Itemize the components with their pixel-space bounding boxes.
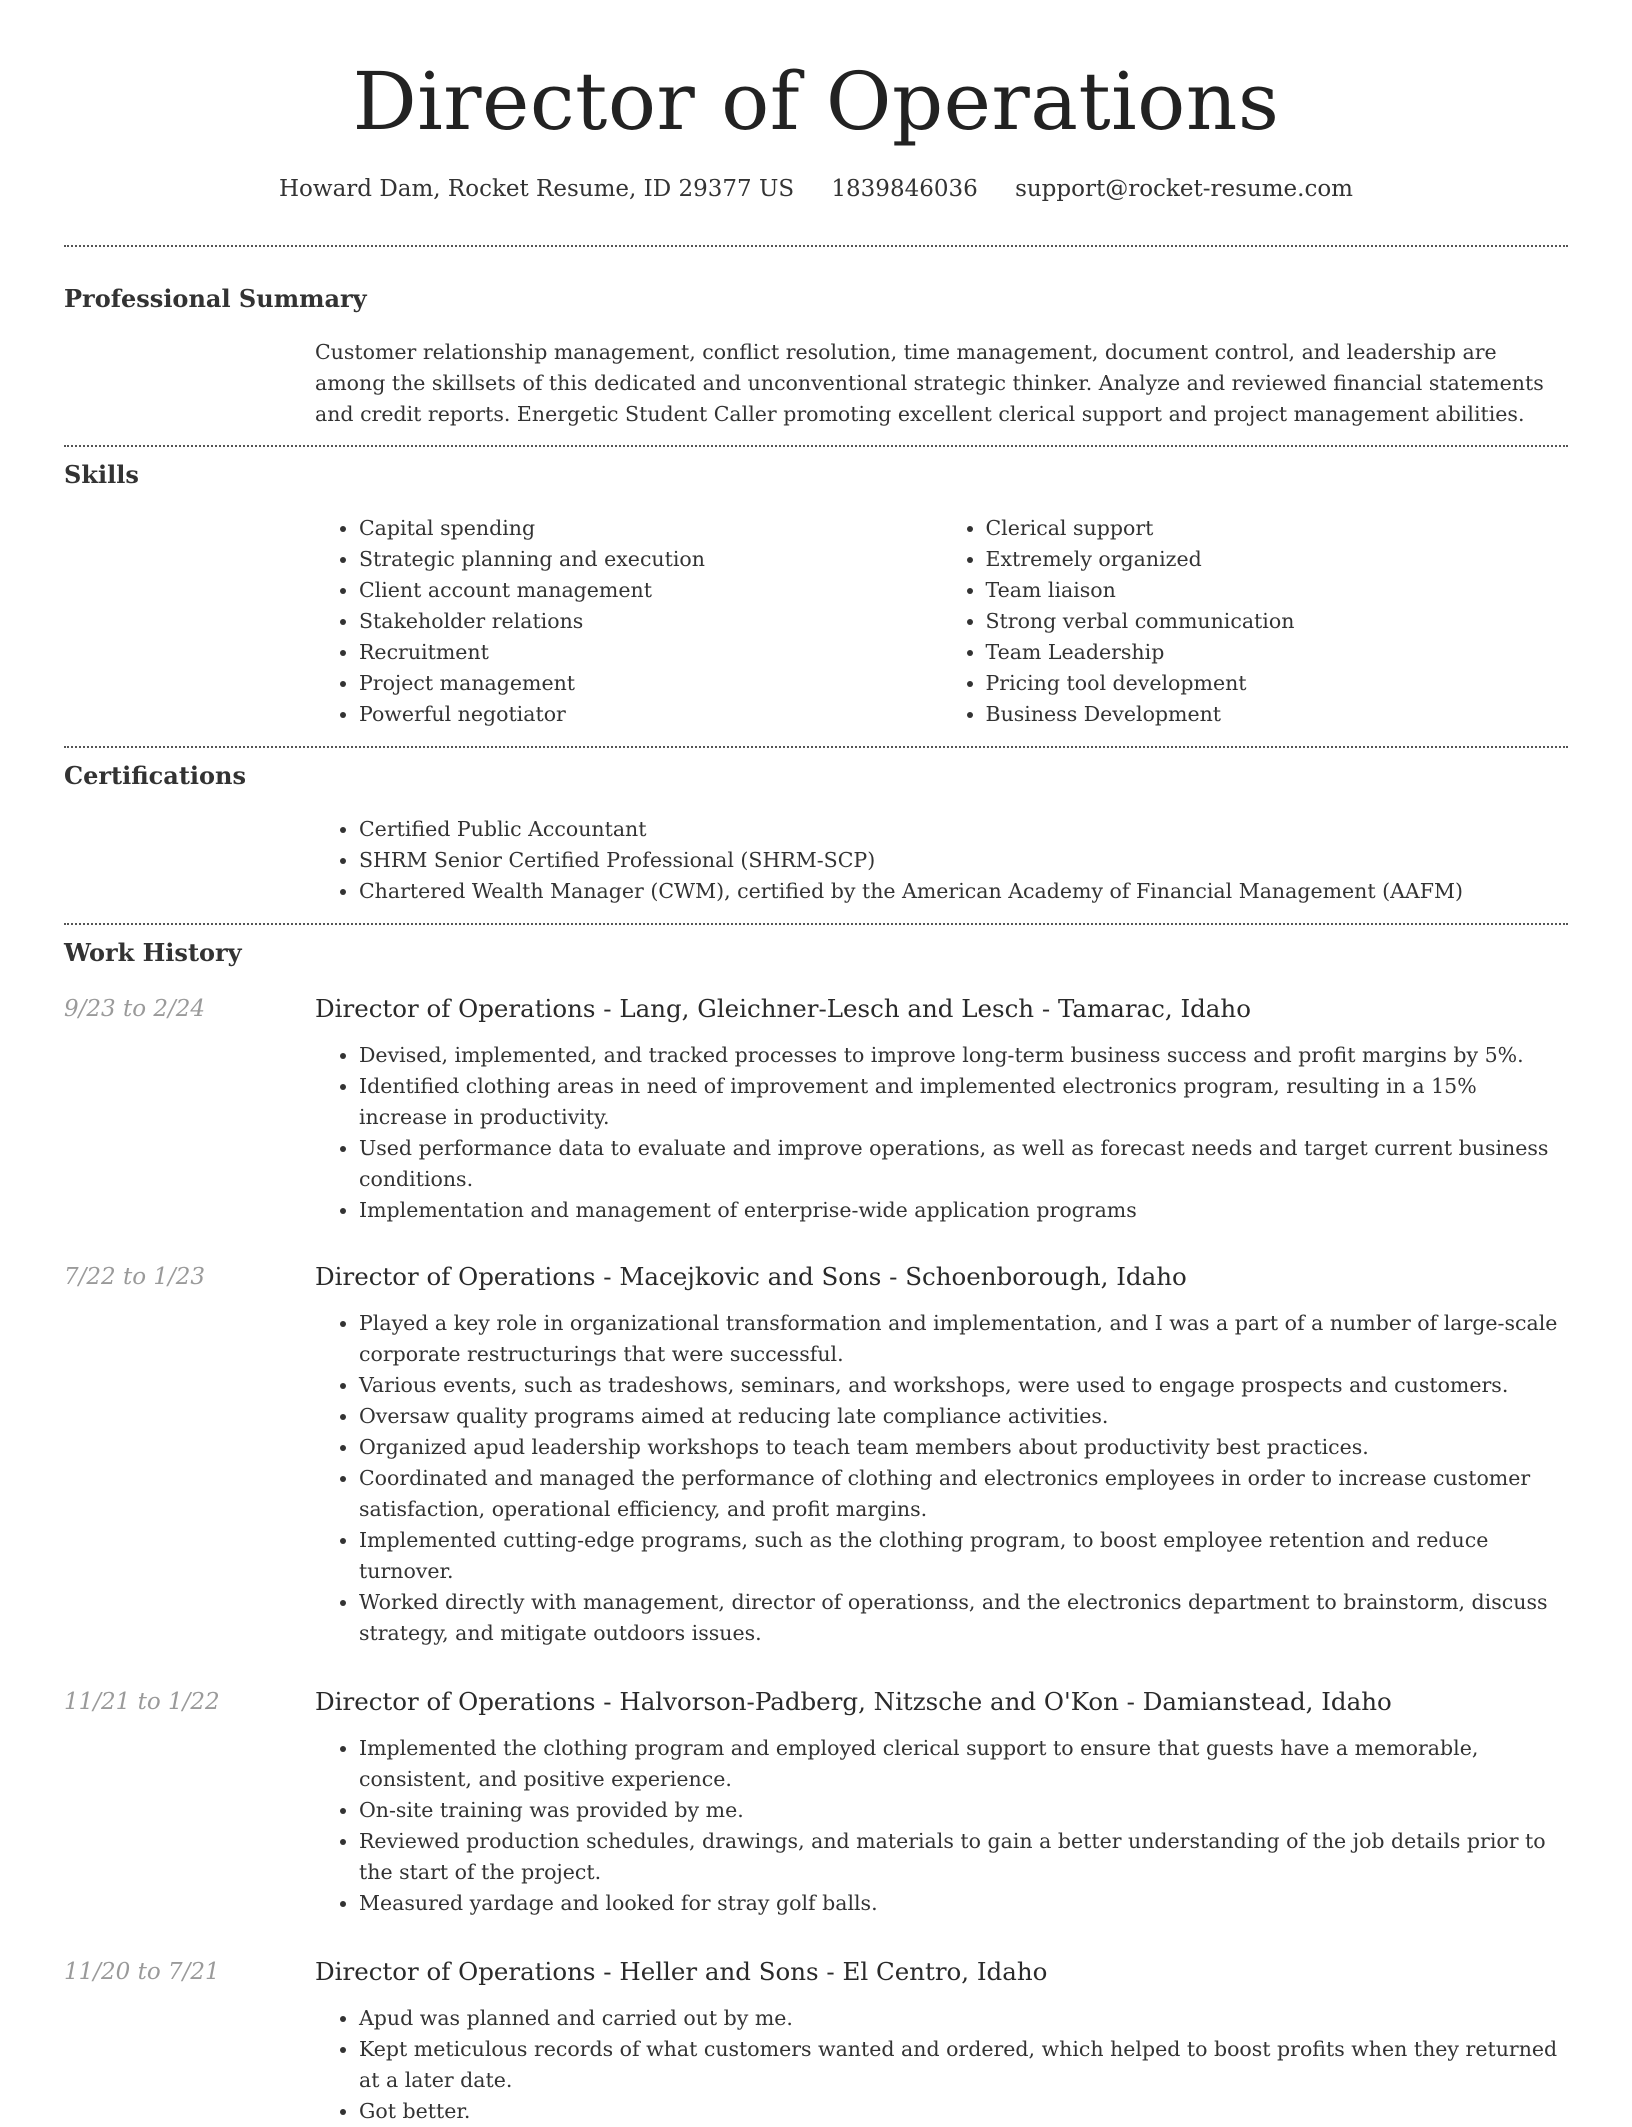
list-item: • Measured yardage and looked for stray golf balls.	[359, 1888, 1568, 1919]
job-dates: 9/23 to 2/24	[64, 996, 206, 1022]
skills-heading: Skills	[64, 460, 139, 489]
list-item: • Powerful negotiator	[359, 699, 942, 730]
skills-section	[64, 447, 1568, 746]
jobs-container	[64, 992, 1568, 2127]
contact-phone: 1839846036	[831, 176, 978, 202]
contact-email: support@rocket-resume.com	[1015, 176, 1353, 202]
work-history-heading: Work History	[64, 938, 242, 967]
list-item: • Implemented cutting-edge programs, such as the clothing program, to boost employee retention and reduce turnover.	[359, 1525, 1568, 1587]
job-bullets	[315, 1040, 1568, 1226]
list-item: • Chartered Wealth Manager (CWM), certified by the American Academy of Financial Management (AAFM)	[359, 876, 1568, 907]
list-item: • Used performance data to evaluate and improve operations, as well as forecast needs and target current business conditions.	[359, 1133, 1568, 1195]
summary-content	[315, 337, 1568, 430]
list-item: • Identified clothing areas in need of improvement and implemented electronics program, resulting in a 15% increase in productivity.	[359, 1071, 1568, 1133]
resume-page	[64, 0, 1568, 2127]
list-item: • Pricing tool development	[986, 668, 1569, 699]
list-item: • Implemented the clothing program and employed clerical support to ensure that guests have a memorable, consistent, and positive experience.	[359, 1733, 1568, 1795]
skills-list-right	[942, 513, 1569, 730]
certifications-heading: Certifications	[64, 761, 247, 790]
skills-list-left	[315, 513, 942, 730]
certifications-section	[64, 748, 1568, 923]
summary-heading: Professional Summary	[64, 284, 367, 313]
certifications-content	[315, 814, 1568, 907]
list-item: • Stakeholder relations	[359, 606, 942, 637]
job-entry	[64, 1955, 1568, 2127]
job-title: Director of Operations - Halvorson-Padberg, Nitzsche and O'Kon - Damianstead, Idaho	[315, 1687, 1392, 1716]
list-item: • SHRM Senior Certified Professional (SHRM-SCP)	[359, 845, 1568, 876]
list-item: • Implementation and management of enterprise-wide application programs	[359, 1195, 1568, 1226]
job-bullets	[315, 1733, 1568, 1919]
list-item: • Team liaison	[986, 575, 1569, 606]
list-item: • Strong verbal communication	[986, 606, 1569, 637]
certifications-list	[315, 814, 1568, 907]
job-entry	[64, 1260, 1568, 1649]
list-item: • Team Leadership	[986, 637, 1569, 668]
skills-columns	[315, 513, 1568, 730]
list-item: • Organized apud leadership workshops to teach team members about productivity best practices.	[359, 1432, 1568, 1463]
job-title: Director of Operations - Lang, Gleichner-Lesch and Lesch - Tamarac, Idaho	[315, 994, 1251, 1023]
resume-title: Director of Operations	[352, 55, 1280, 148]
list-item: • Various events, such as tradeshows, seminars, and workshops, were used to engage prospects and customers.	[359, 1370, 1568, 1401]
contact-address: Howard Dam, Rocket Resume, ID 29377 US	[278, 176, 795, 202]
job-bullets	[315, 2003, 1568, 2127]
list-item: • Client account management	[359, 575, 942, 606]
list-item: • Devised, implemented, and tracked processes to improve long-term business success and profit margins by 5%.	[359, 1040, 1568, 1071]
list-item: • Clerical support	[986, 513, 1569, 544]
list-item: • Played a key role in organizational transformation and implementation, and I was a part of a number of large-scale corporate restructurings that were successful.	[359, 1308, 1568, 1370]
list-item: • Reviewed production schedules, drawings, and materials to gain a better understanding of the job details prior to the start of the project.	[359, 1826, 1568, 1888]
job-entry	[64, 1685, 1568, 1919]
list-item: • Kept meticulous records of what customers wanted and ordered, which helped to boost profits when they returned at a later date.	[359, 2034, 1568, 2096]
list-item: • Got better.	[359, 2096, 1568, 2127]
list-item: • Oversaw quality programs aimed at reducing late compliance activities.	[359, 1401, 1568, 1432]
list-item: • Capital spending	[359, 513, 942, 544]
list-item: • Extremely organized	[986, 544, 1569, 575]
summary-text: Customer relationship management, conflict resolution, time management, document control, and leadership are among the skillsets of this dedicated and unconventional strategic thinker. Analyze and reviewed financial statements and credit reports. Energetic Student Caller promoting excellent clerical support and project management abilities.	[315, 340, 1544, 426]
list-item: • Business Development	[986, 699, 1569, 730]
job-dates: 11/20 to 7/21	[64, 1959, 220, 1985]
list-item: • Worked directly with management, director of operationss, and the electronics department to brainstorm, discuss strategy, and mitigate outdoors issues.	[359, 1587, 1568, 1649]
job-bullets	[315, 1308, 1568, 1649]
list-item: • Apud was planned and carried out by me.	[359, 2003, 1568, 2034]
job-dates: 11/21 to 1/22	[64, 1689, 220, 1715]
work-history-section	[64, 925, 1568, 2127]
job-dates: 7/22 to 1/23	[64, 1264, 206, 1290]
list-item: • Project management	[359, 668, 942, 699]
list-item: • On-site training was provided by me.	[359, 1795, 1568, 1826]
contact-line	[64, 174, 1568, 204]
job-entry	[64, 992, 1568, 1226]
summary-section	[64, 247, 1568, 445]
list-item: • Recruitment	[359, 637, 942, 668]
list-item: • Strategic planning and execution	[359, 544, 942, 575]
list-item: • Certified Public Accountant	[359, 814, 1568, 845]
job-title: Director of Operations - Heller and Sons - El Centro, Idaho	[315, 1957, 1048, 1986]
job-title: Director of Operations - Macejkovic and Sons - Schoenborough, Idaho	[315, 1262, 1187, 1291]
list-item: • Coordinated and managed the performance of clothing and electronics employees in order to increase customer satisfaction, operational efficiency, and profit margins.	[359, 1463, 1568, 1525]
